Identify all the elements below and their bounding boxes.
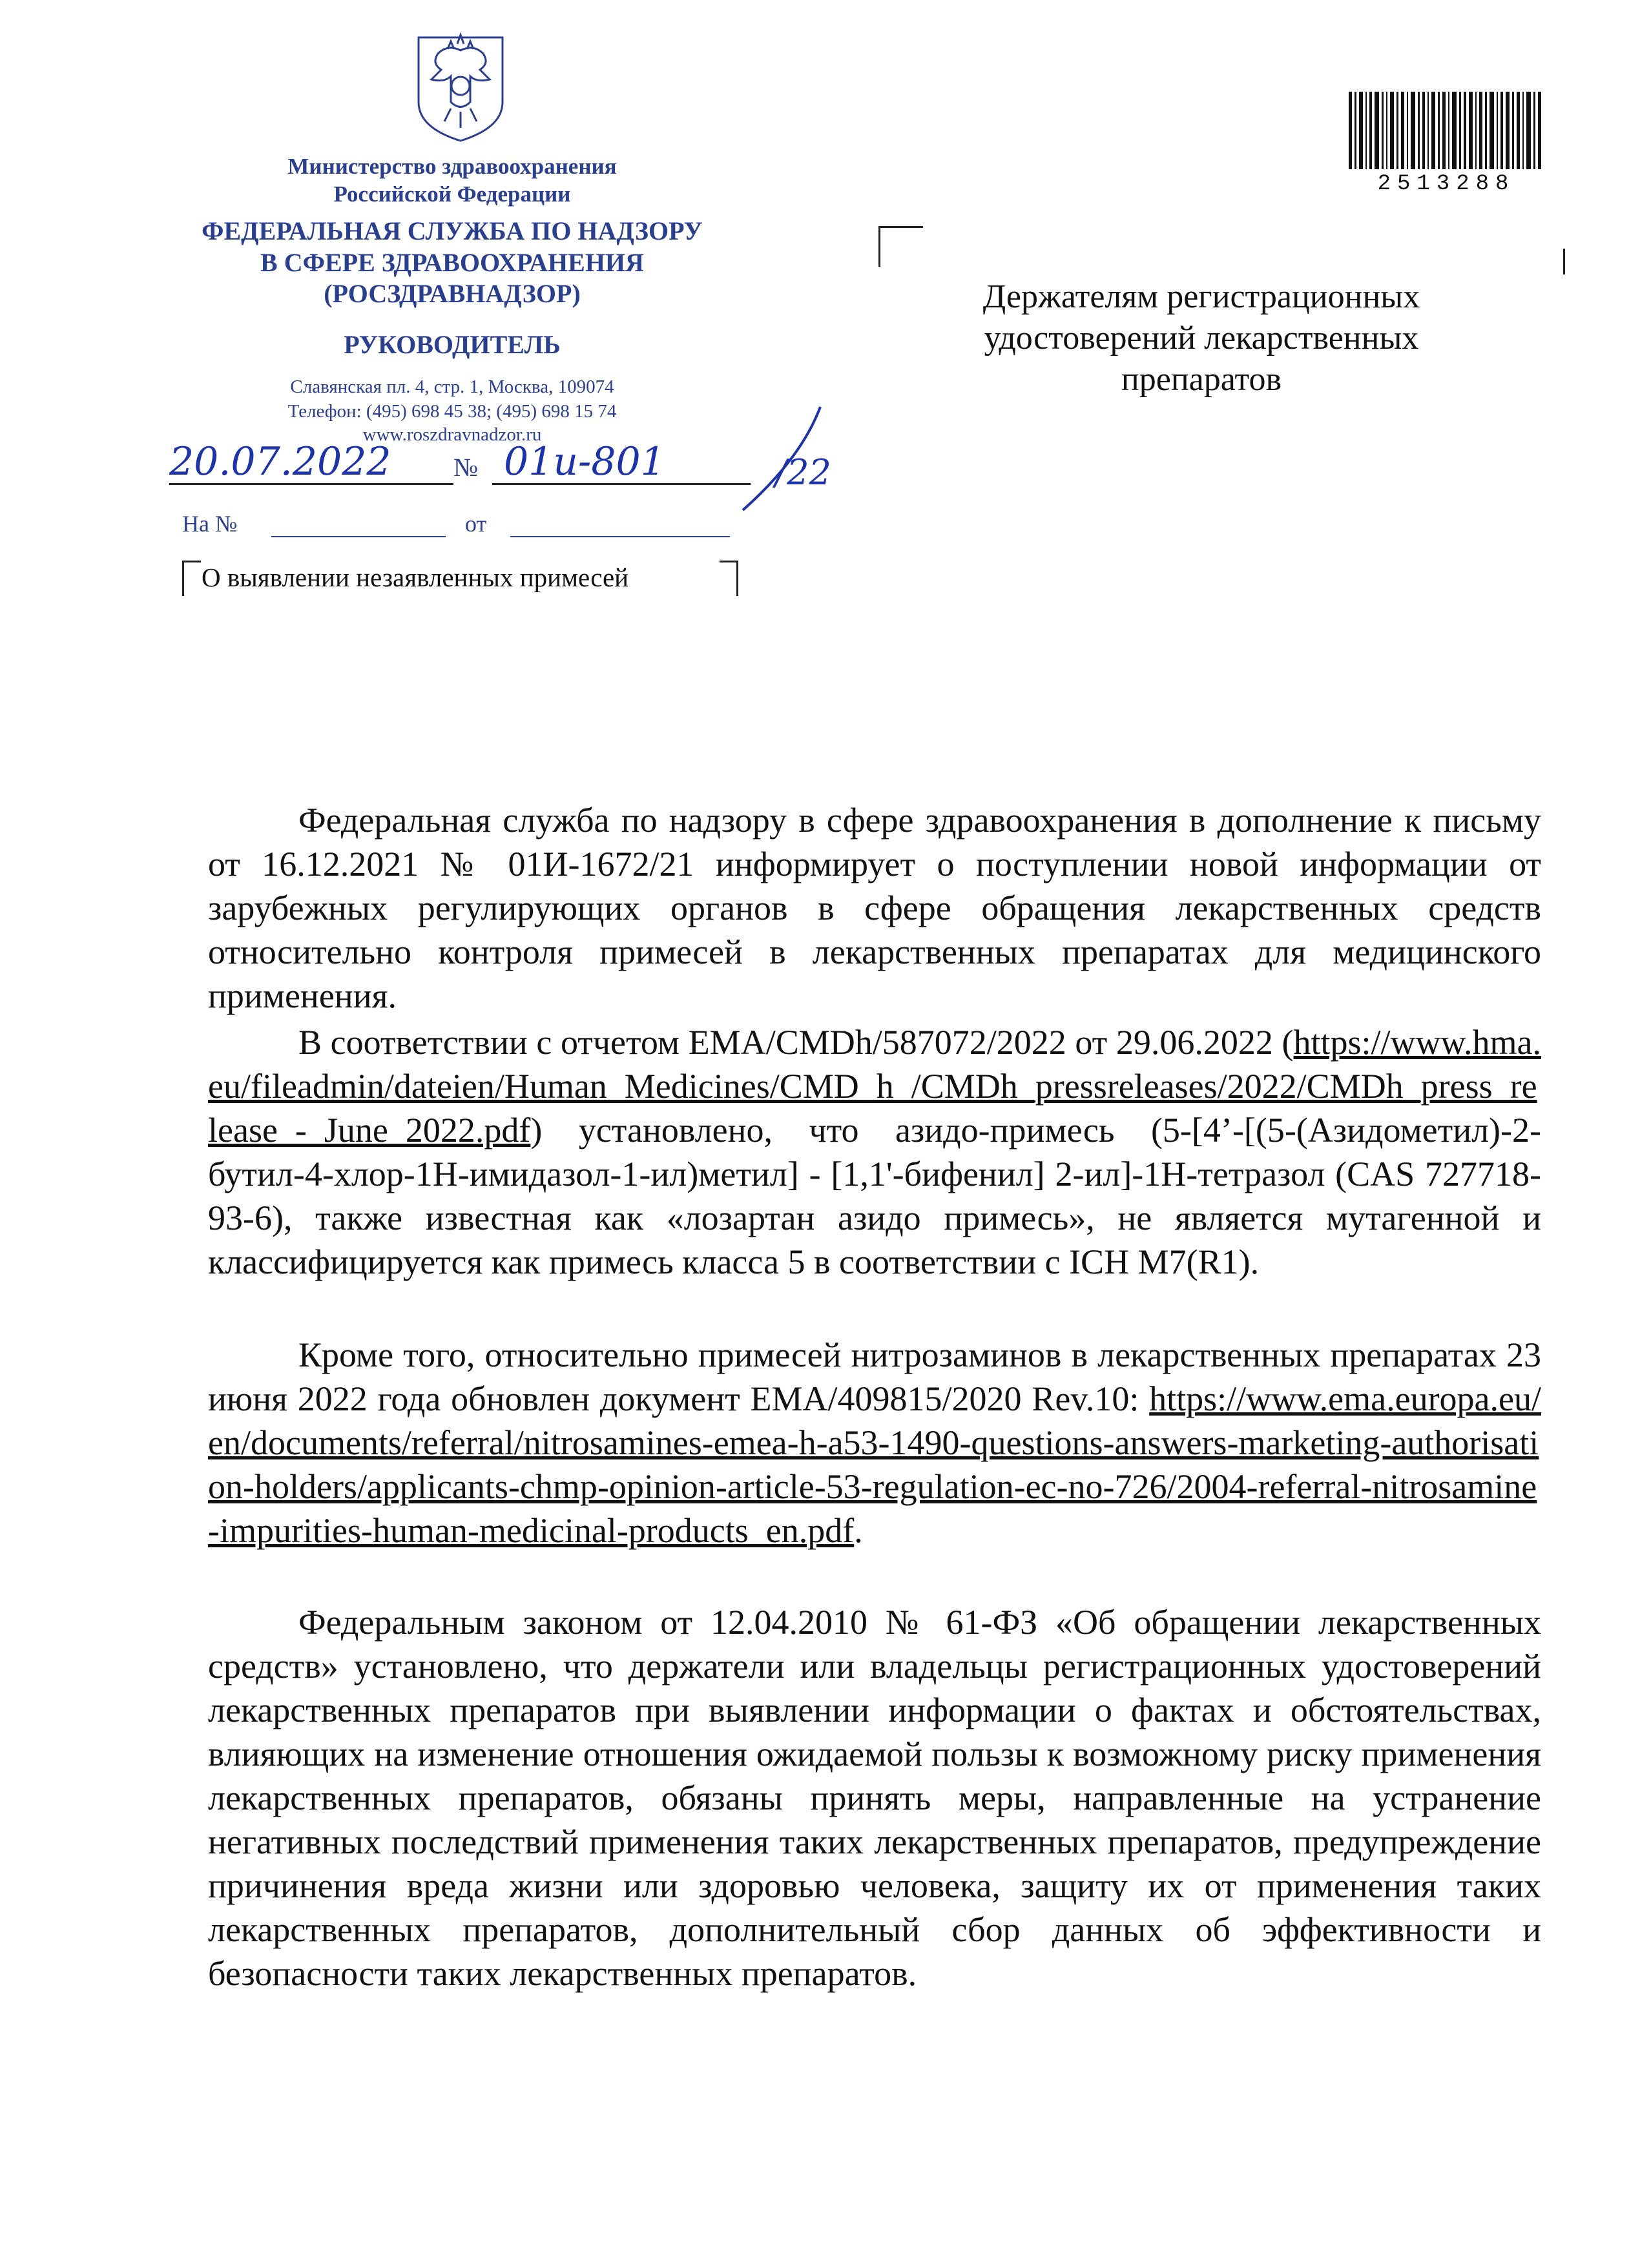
number-label: № [453,453,479,482]
ministry-name-line1: Министерство здравоохранения [287,154,617,179]
number-underline [492,483,751,485]
website: www.roszdravnadzor.ru [362,424,542,445]
phone: Телефон: (495) 698 45 38; (495) 698 15 74 [287,401,617,422]
ema-nitrosamines-link[interactable]: https://www.ema.europa.eu/en/documents/referral/nitrosamines-emea-h-a53-1490-questions-answers-marketing-authorisation-holders/applicants-chmp-opinion-article-53-regulation-ec-no-726/2004-referral-nitrosamine-impurities-human-medicinal-products_en.pdf [208,1379,1541,1550]
barcode-icon [1349,92,1544,169]
coat-of-arms-icon [412,25,509,144]
paragraph-3 [208,1333,1541,1552]
registration-number-suffix: /22 [775,452,831,493]
recipient-line2: удостоверений лекарственных [984,320,1419,356]
date-underline [169,483,453,485]
barcode-number: 2513288 [1377,172,1515,196]
paragraph-4-text: Федеральным законом от 12.04.2010 № 61-ФЗ «Об обращении лекарственных средств» установлено, что держатели или владельцы регистрационных удостоверений лекарственных препаратов при выявлении информации о фактах и обстоятельствах, влияющих на изменение отношения ожидаемой пользы к возможному риску применения лекарственных препаратов, обязаны принять меры, направленные на устранение негативных последствий применения таких лекарственных препаратов, предупреждение причинения вреда жизни или здоровью человека, защиту их от применения таких лекарственных препаратов, дополнительный сбор данных об эффективности и безопасности таких лекарственных препаратов. [208,1603,1541,1993]
paragraph-3-start: Кроме того, относительно примесей нитрозаминов в лекарственных препаратах 23 июня 2022 года обновлен документ EMA/409815/2020 Rev.10: [208,1335,1541,1418]
paragraph-3-end: . [854,1511,863,1550]
recipient-bracket-right [1563,249,1565,274]
address: Славянская пл. 4, стр. 1, Москва, 109074 [290,376,614,397]
paragraph-1 [208,798,1541,1018]
reply-number-line [271,536,446,537]
subject-bracket-left [182,561,201,596]
paragraph-2 [208,1020,1541,1284]
recipient-block [930,276,1473,400]
service-name-line2: В СФЕРЕ ЗДРАВООХРАНЕНИЯ [260,248,644,277]
hma-press-release-link[interactable]: https://www.hma.eu/fileadmin/dateien/Human_Medicines/CMD_h_/CMDh_pressreleases/2022/CMDh_press_release_-_June_2022.pdf [208,1023,1541,1149]
recipient-bracket-left [878,226,923,267]
reply-date-line [510,536,730,537]
service-name-line3: (РОСЗДРАВНАДЗОР) [324,279,581,308]
head-title: РУКОВОДИТЕЛЬ [344,330,561,359]
service-name-line1: ФЕДЕРАЛЬНАЯ СЛУЖБА ПО НАДЗОРУ [202,216,703,245]
subject-line: О выявлении незаявленных примесей [202,562,629,592]
registration-date: 20.07.2022 [169,439,391,484]
ministry-name-line2: Российской Федерации [333,181,571,207]
paragraph-1-text: Федеральная служба по надзору в сфере здравоохранения в дополнение к письму от 16.12.2021 № 01И-1672/21 информирует о поступлении новой информации от зарубежных регулирующих органов в сфере обращения лекарственных средств относительно контроля примесей в лекарственных препаратах для медицинского применения. [208,801,1541,1015]
recipient-line3: препаратов [1121,361,1282,398]
subject-bracket-right [720,561,738,596]
reply-from-label: от [465,511,487,537]
recipient-line1: Держателям регистрационных [982,278,1420,315]
paragraph-2-end: ) установлено, что азидо-примесь (5-[4’-[(5-(Азидометил)-2-бутил-4-хлор-1Н-имидазол-1-ил)метил] - [1,1'-бифенил] 2-ил]-1Н-тетразол (CAS 727718-93-6), также известная как «лозартан азидо примесь», не является мутагенной и классифицируется как примесь класса 5 в соответствии с ICH M7(R1). [208,1111,1541,1281]
reply-label: На № [182,511,238,537]
paragraph-2-start: В соответствии с отчетом EMA/CMDh/587072/2022 от 29.06.2022 ( [298,1023,1294,1062]
paragraph-4 [208,1600,1541,1995]
registration-number: 01и-801 [504,439,665,484]
